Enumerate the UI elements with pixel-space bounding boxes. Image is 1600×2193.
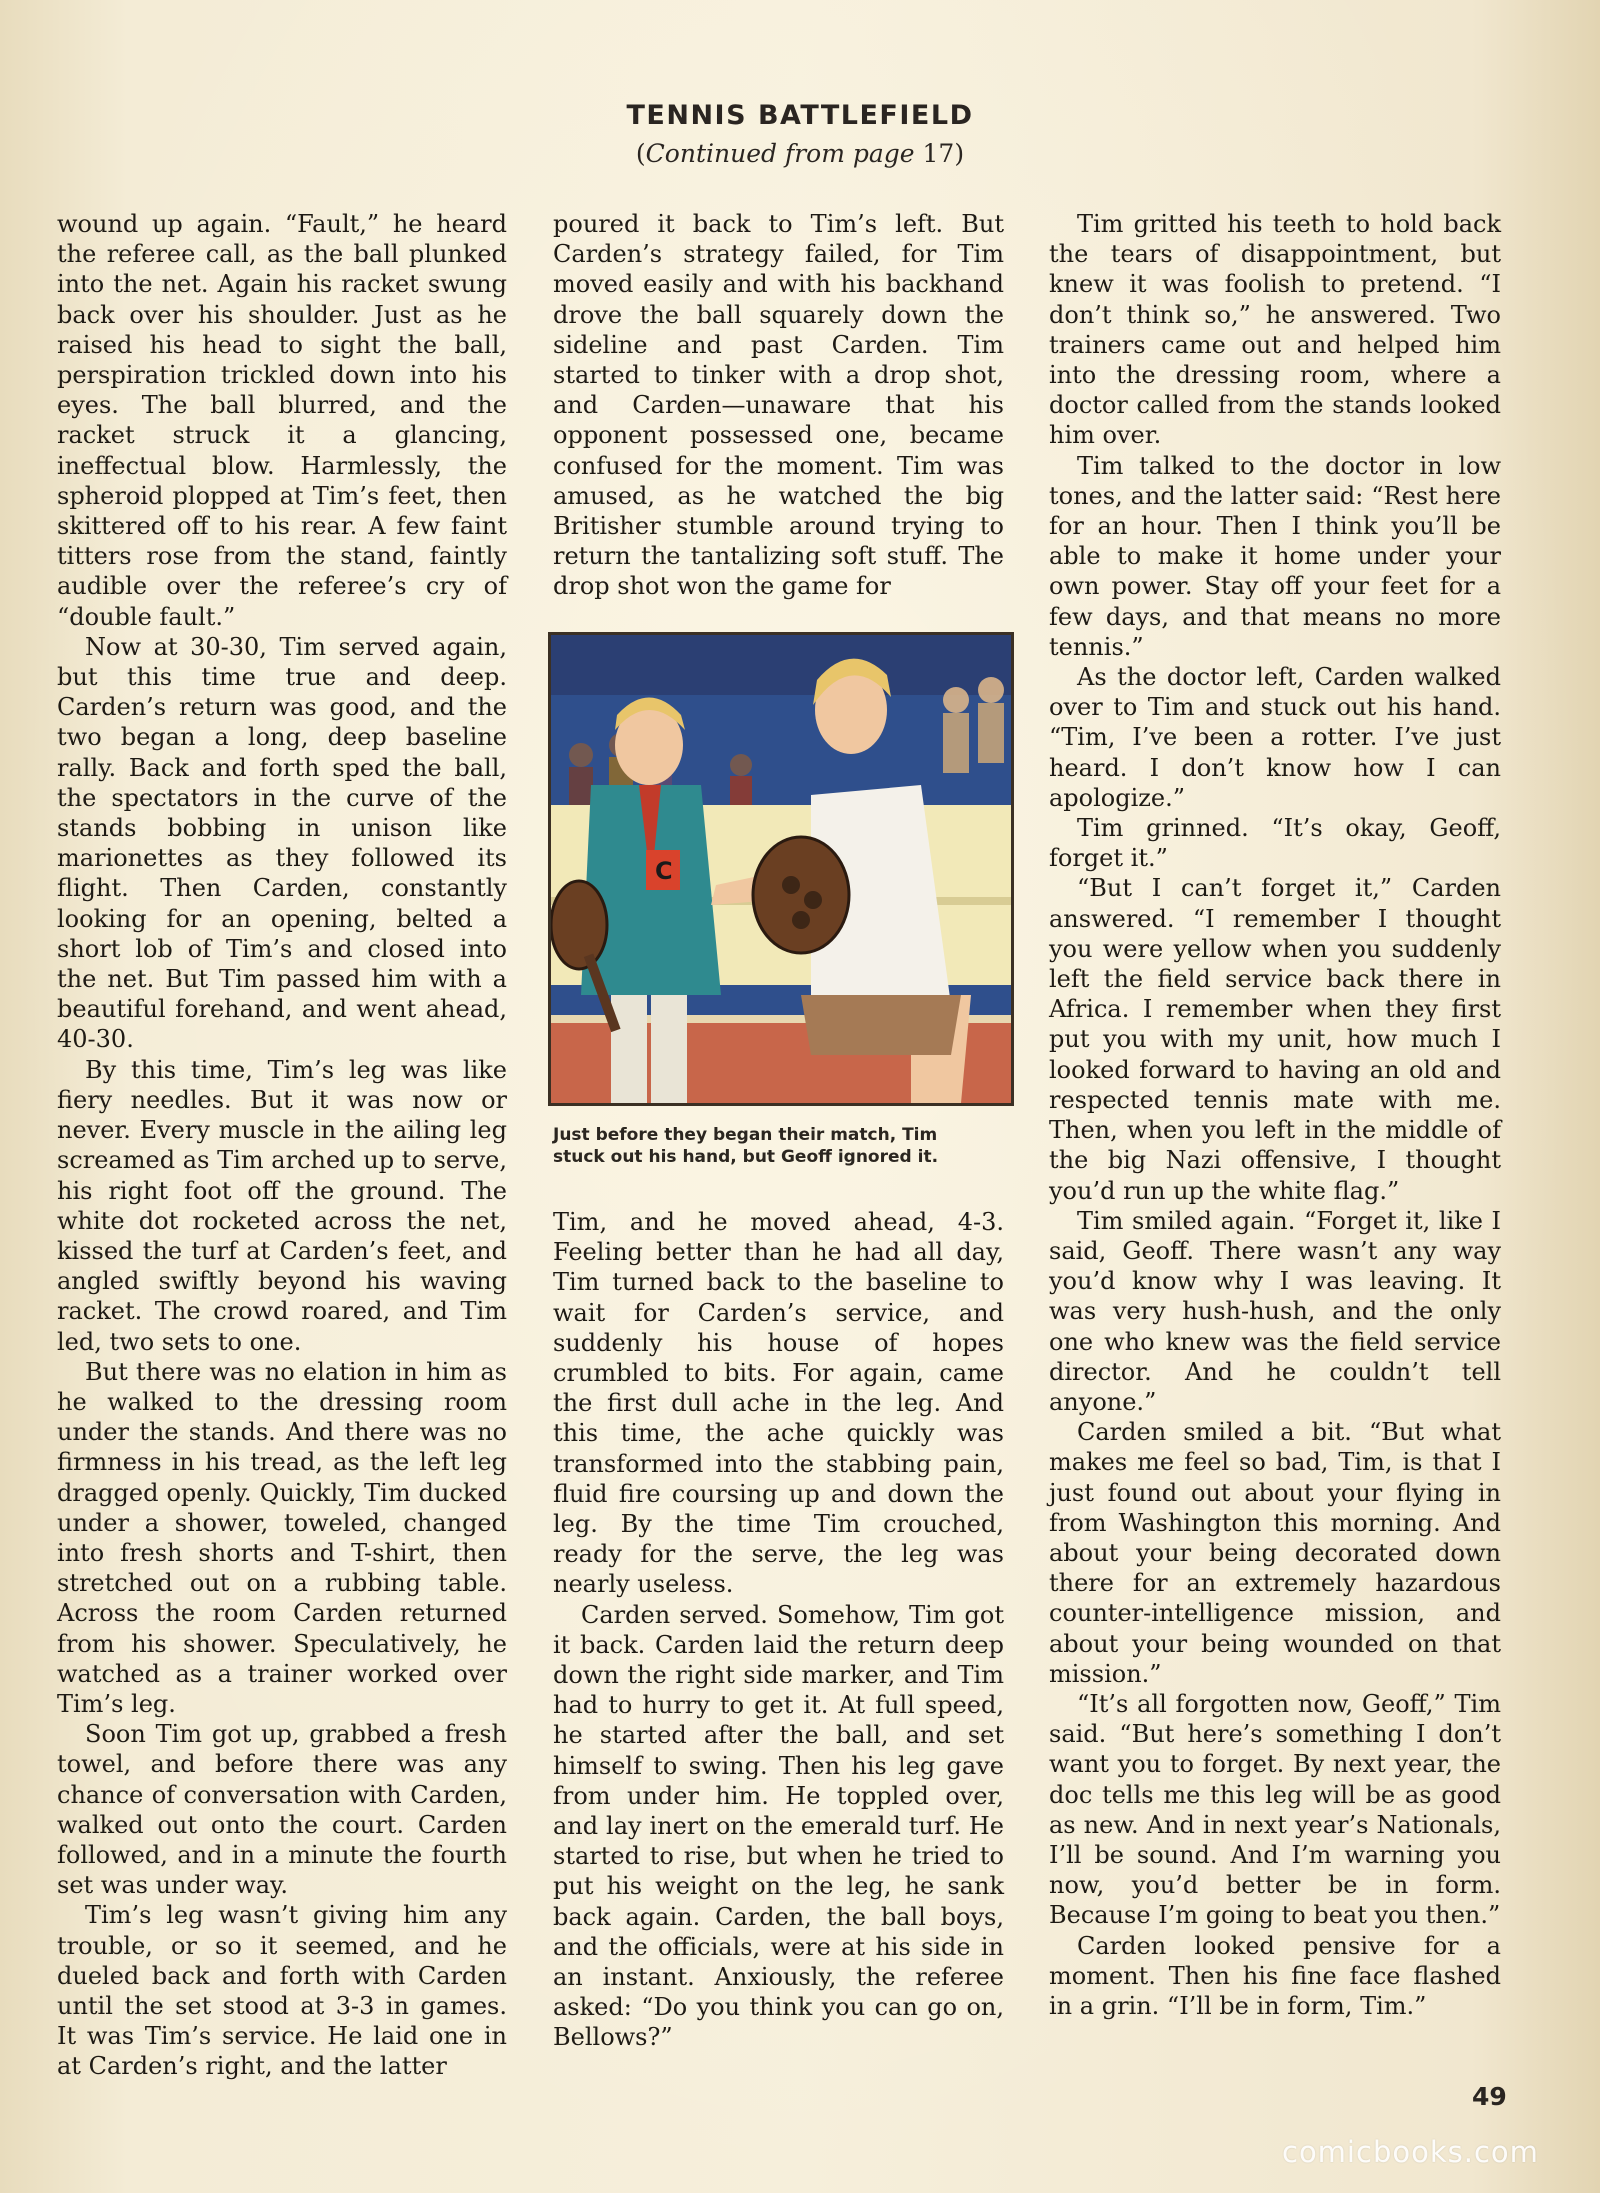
illustration-caption [553,1124,1013,1168]
continued-label: Continued from page [645,139,915,168]
paragraph: “But I can’t forget it,” Carden answered. “I remember I thought you were yellow when you suddenly left the field service back there in Africa. I remember when they first put you with my unit, how much I looked forward to having an old and respected tennis mate with me. Then, when you left in the middle of the big Nazi offensive, I thought you’d run up the white flag.” [1049,874,1501,1205]
paragraph: Tim smiled again. “Forget it, like I said, Geoff. There wasn’t any way you’d know why I was leaving. It was very hush-hush, and the only one who knew was the field service director. And he couldn’t tell anyone.” [1049,1206,1501,1416]
caption-line: Just before they began their match, Tim [553,1125,938,1145]
paragraph: Carden smiled a bit. “But what makes me feel so bad, Tim, is that I just found out about your flying in from Washington this morning. And about your being decorated down there for an extremely hazardous counter-intelligence mission, and about your being wounded on that mission.” [1049,1418,1501,1688]
article-title: TENNIS BATTLEFIELD [626,100,974,131]
illustration-frame [548,632,1014,1106]
paragraph: But there was no elation in him as he walked to the dressing room under the stands. And there was no firmness in his tread, as the left leg dragged openly. Quickly, Tim ducked under a shower, toweled, changed into fresh shorts and T-shirt, then stretched out on a rubbing table. Across the room Carden returned from his shower. Speculatively, he watched as a trainer worked over Tim’s leg. [57,1357,507,1718]
paragraph: Tim talked to the doctor in low tones, and the latter said: “Rest here for an hour. Then I think you’ll be able to make it home under your own power. Stay off your feet for a few days, and that means no more tennis.” [1049,451,1501,661]
paragraph: By this time, Tim’s leg was like fiery needles. But it was now or never. Every muscle in the ailing leg screamed as Tim arched up to serve, his right foot off the ground. The white dot rocketed across the net, kissed the turf at Carden’s feet, and angled swiftly beyond his waving racket. The crowd roared, and Tim led, two sets to one. [57,1055,507,1356]
column-2-bottom [553,1207,1004,2053]
paragraph: Tim, and he moved ahead, 4-3. Feeling better than he had all day, Tim turned back to the baseline to wait for Carden’s service, and suddenly his house of hopes crumbled to bits. For again, came the first dull ache in the leg. And this time, the ache quickly was transformed into the stabbing pain, fluid fire coursing up and down the leg. By the time Tim crouched, ready for the serve, the leg was nearly useless. [553,1208,1004,1599]
svg-text:C: C [655,857,673,885]
continued-page: 17 [922,139,955,168]
paragraph: Tim’s leg wasn’t giving him any trouble, or so it seemed, and he dueled back and forth with Carden until the set stood at 3-3 in games. It was Tim’s service. He laid one in at Carden’s right, and the latter [57,1901,507,2081]
paragraph: “It’s all forgotten now, Geoff,” Tim said. “But here’s something I don’t want you to forget. By next year, the doc tells me this leg will be as good as new. And in next year’s Nationals, I’ll be sound. And I’m warning you now, you’d better be in form. Because I’m going to beat you then.” [1049,1689,1501,1930]
paragraph: Soon Tim got up, grabbed a fresh towel, and before there was any chance of conversation with Carden, walked out onto the court. Carden followed, and in a minute the fourth set was under way. [57,1720,507,1900]
paragraph: Now at 30-30, Tim served again, but this time true and deep. Carden’s return was good, and the two began a long, deep baseline rally. Back and forth sped the ball, the spectators in the curve of the stands bobbing in unison like marionettes as they followed its flight. Then Carden, constantly looking for an opening, belted a short lob of Tim’s and closed into the net. But Tim passed him with a beautiful forehand, and went ahead, 40-30. [57,632,507,1054]
paragraph: Tim gritted his teeth to hold back the tears of disappointment, but knew it was foolish to pretend. “I don’t think so,” he answered. Two trainers came out and helped him into the dressing room, where a doctor called from the stands looked him over. [1049,210,1501,450]
caption-line: stuck out his hand, but Geoff ignored it. [553,1147,939,1167]
paragraph: Carden looked pensive for a moment. Then his fine face flashed in a grin. “I’ll be in form, Tim.” [1049,1931,1501,2020]
paragraph: poured it back to Tim’s left. But Carden’s strategy failed, for Tim moved easily and with his backhand drove the ball squarely down the sideline and past Carden. Tim started to tinker with a drop shot, and Carden—unaware that his opponent possessed one, became confused for the moment. Tim was amused, as he watched the big Britisher stumble around trying to return the tantalizing soft stuff. The drop shot won the game for [553,210,1004,601]
paragraph: Carden served. Somehow, Tim got it back. Carden laid the return deep down the right side marker, and Tim had to hurry to get it. At full speed, he started after the ball, and set himself to swing. Then his leg gave from under him. He toppled over, and lay inert on the emerald turf. He started to rise, but when he tried to put his weight on the leg, he sank back again. Carden, the ball boys, and the officials, were at his side in an instant. Anxiously, the referee asked: “Do you think you can go on, Bellows?” [553,1600,1004,2052]
column-3 [1049,209,1501,2021]
tennis-players-illustration [551,635,1011,1103]
story-illustration [548,632,1014,1106]
paragraph: Tim grinned. “It’s okay, Geoff, forget it.” [1049,814,1501,873]
page-number: 49 [1472,2082,1507,2111]
paragraph: wound up again. “Fault,” he heard the referee call, as the ball plunked into the net. Again his racket swung back over his shoulder. Just as he raised his head to sight the ball, perspiration trickled down into his eyes. The ball blurred, and the racket struck it a glancing, ineffectual blow. Harmlessly, the spheroid plopped at Tim’s feet, then skittered off to his rear. A few faint titters rose from the stand, faintly audible over the referee’s cry of “double fault.” [57,210,507,631]
column-2-top [553,209,1004,602]
continued-note: (Continued from page 17) [635,139,965,168]
article-header [0,100,1600,168]
site-watermark: comicbooks.com [1282,2135,1539,2169]
paragraph: As the doctor left, Carden walked over to Tim and stuck out his hand. “Tim, I’ve been a rotter. I’ve just heard. I don’t know how I can apologize.” [1049,663,1501,812]
column-1 [57,209,507,2082]
